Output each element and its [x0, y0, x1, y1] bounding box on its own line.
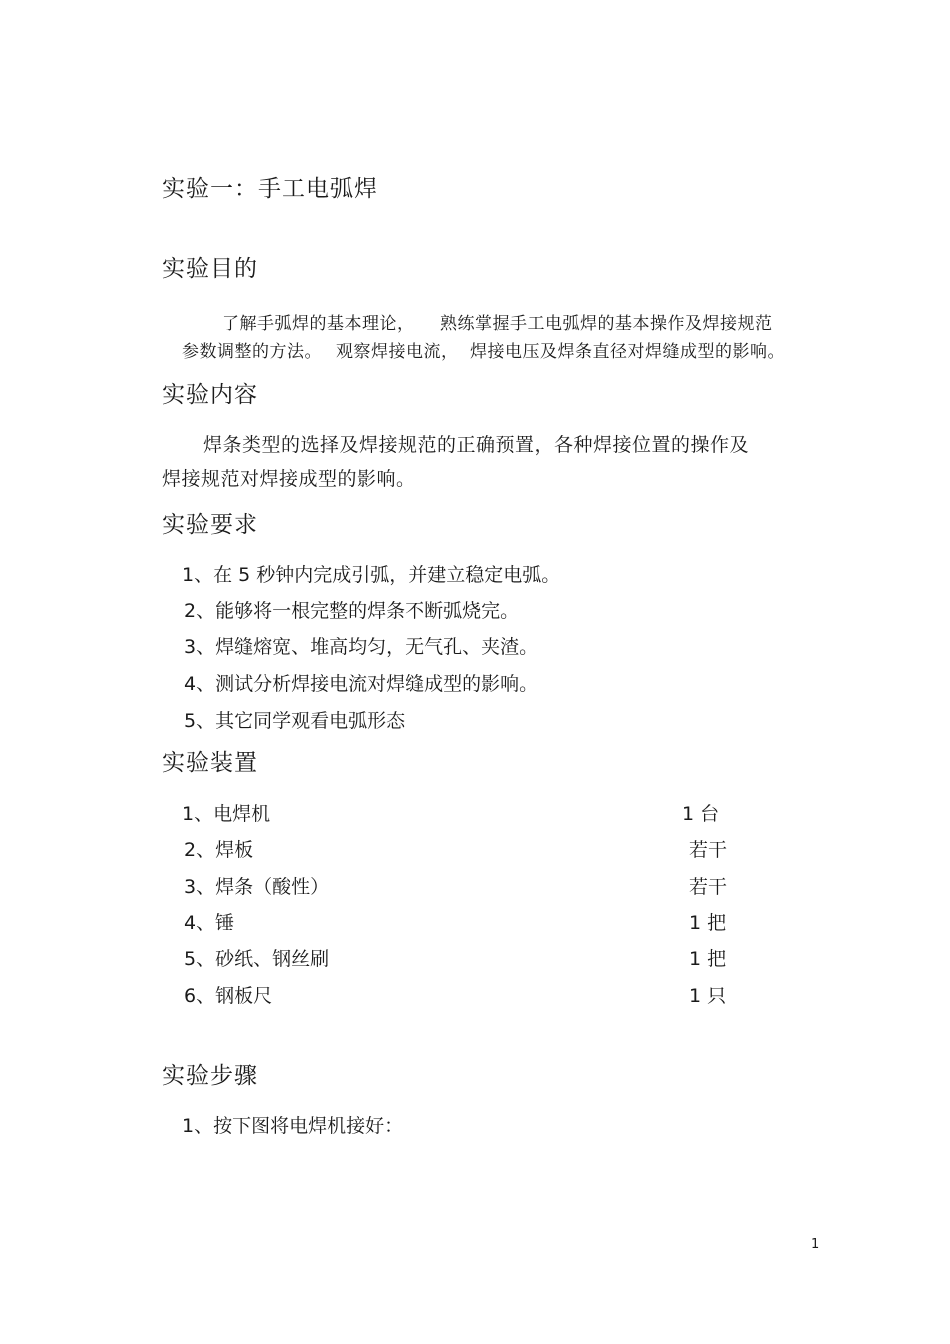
equipment-item-qty: 1 台 [682, 803, 720, 825]
equipment-item-name: 2、焊板 [184, 839, 254, 861]
equipment-item-name: 3、焊条（酸性） [184, 876, 330, 898]
equipment-item-qty: 1 把 [689, 912, 727, 934]
equipment-item-name: 4、锤 [184, 912, 235, 934]
equipment-item-name: 6、钢板尺 [184, 985, 273, 1007]
equipment-item-qty: 若干 [689, 876, 728, 898]
requirement-item: 2、能够将一根完整的焊条不断弧烧完。 [184, 600, 520, 622]
purpose-text-1a: 了解手弧焊的基本理论， [222, 314, 415, 334]
requirement-item: 5、其它同学观看电弧形态 [184, 710, 406, 732]
page-number: 1 [811, 1237, 820, 1252]
requirement-item: 1、在 5 秒钟内完成引弧，并建立稳定电弧。 [182, 564, 561, 586]
content-text-1: 焊条类型的选择及焊接规范的正确预置，各种焊接位置的操作及 [203, 434, 750, 456]
equipment-item-qty: 1 只 [689, 985, 727, 1007]
document-title: 实验一：手工电弧焊 [162, 176, 378, 202]
equipment-item-qty: 1 把 [689, 948, 727, 970]
section-heading-requirements: 实验要求 [162, 512, 258, 538]
section-heading-steps: 实验步骤 [162, 1063, 258, 1089]
requirement-item: 4、测试分析焊接电流对焊缝成型的影响。 [184, 673, 539, 695]
step-item: 1、按下图将电焊机接好： [182, 1115, 404, 1137]
equipment-item-qty: 若干 [689, 839, 728, 861]
purpose-text-1b: 熟练掌握手工电弧焊的基本操作及焊接规范 [440, 314, 773, 334]
purpose-text-2a: 参数调整的方法。 [182, 342, 322, 362]
section-heading-purpose: 实验目的 [162, 256, 258, 282]
equipment-item-name: 1、电焊机 [182, 803, 271, 825]
section-heading-equipment: 实验装置 [162, 750, 258, 776]
content-text-2: 焊接规范对焊接成型的影响。 [162, 468, 416, 490]
purpose-text-2c: 焊接电压及焊条直径对焊缝成型的影响。 [470, 342, 785, 362]
requirement-item: 3、焊缝熔宽、堆高均匀，无气孔、夹渣。 [184, 636, 539, 658]
equipment-item-name: 5、砂纸、钢丝刷 [184, 948, 330, 970]
section-heading-content: 实验内容 [162, 382, 258, 408]
purpose-text-2b: 观察焊接电流， [336, 342, 459, 362]
